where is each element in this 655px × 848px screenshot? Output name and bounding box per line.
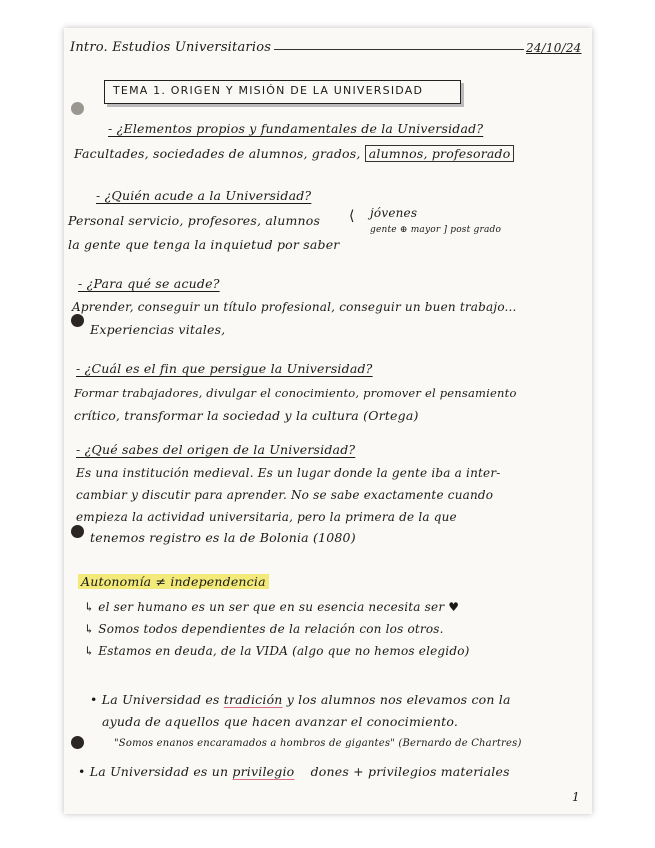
answer-5-line-3: empieza la actividad universitaria, pero la primera de la que — [76, 510, 457, 524]
course-title: Intro. Estudios Universitarios — [70, 40, 272, 55]
answer-5-line-4: tenemos registro es la de Bolonia (1080) — [90, 530, 356, 545]
privilege-text-a: • La Universidad es un — [78, 764, 229, 779]
answer-1 — [74, 146, 514, 161]
answer-4-line-2: crítico, transformar la sociedad y la cultura (Ortega) — [74, 408, 419, 423]
header-date: 24/10/24 — [526, 41, 582, 55]
question-5: - ¿Qué sabes del origen de la Universidad? — [76, 442, 356, 457]
autonomy-bullet-2: ↳ Somos todos dependientes de la relación con los otros. — [84, 622, 444, 636]
page-number: 1 — [572, 790, 580, 804]
punch-hole — [71, 525, 84, 538]
question-3: - ¿Para qué se acude? — [78, 276, 220, 291]
notebook-page — [64, 28, 592, 814]
question-1: - ¿Elementos propios y fundamentales de la Universidad? — [108, 121, 484, 136]
answer-2-line-1: Personal servicio, profesores, alumnos — [68, 213, 321, 228]
answer-5-line-1: Es una institución medieval. Es un lugar donde la gente iba a inter- — [76, 466, 501, 480]
topic-box — [104, 80, 461, 104]
answer-5-line-2: cambiar y discutir para aprender. No se sabe exactamente cuando — [76, 488, 494, 502]
autonomy-highlight: Autonomía ≠ independencia — [78, 574, 269, 589]
tradition-quote: "Somos enanos encaramados a hombros de gigantes" (Bernardo de Chartres) — [114, 738, 522, 749]
topic-title: TEMA 1. ORIGEN Y MISIÓN DE LA UNIVERSIDAD — [113, 84, 424, 97]
privilege-text-b: dones + privilegios materiales — [310, 764, 510, 779]
branch-arrow-icon: ⟨ — [349, 208, 355, 224]
question-4: - ¿Cuál es el fin que persigue la Universidad? — [76, 361, 373, 376]
tradition-line-2: ayuda de aquellos que hacen avanzar el conocimiento. — [102, 714, 458, 729]
answer-2-branch-b: gente ⊕ mayor ] post grado — [370, 225, 502, 235]
tradition-text-a: • La Universidad es — [90, 692, 220, 707]
privilege-keyword: privilegio — [232, 764, 295, 779]
tradition-text-b: y los alumnos nos elevamos con la — [286, 692, 511, 707]
punch-hole — [71, 314, 84, 327]
header-rule — [274, 49, 524, 50]
answer-2-line-2: la gente que tenga la inquietud por saber — [68, 237, 340, 252]
answer-2-branch-a: jóvenes — [370, 206, 418, 220]
answer-3-line-2: Experiencias vitales, — [90, 322, 226, 337]
punch-hole — [71, 102, 84, 115]
answer-1-plain: Facultades, sociedades de alumnos, grados, — [74, 146, 361, 161]
autonomy-bullet-1: ↳ el ser humano es un ser que en su esencia necesita ser ♥ — [84, 600, 460, 614]
answer-3-line-1: Aprender, conseguir un título profesional, conseguir un buen trabajo... — [72, 300, 517, 314]
question-2: - ¿Quién acude a la Universidad? — [96, 188, 312, 203]
tradition-line-1 — [90, 692, 511, 707]
answer-1-boxed: alumnos, profesorado — [365, 145, 515, 162]
autonomy-title — [78, 574, 269, 589]
privilege-line — [78, 764, 510, 779]
punch-hole — [71, 736, 84, 749]
answer-4-line-1: Formar trabajadores, divulgar el conocimiento, promover el pensamiento — [74, 386, 517, 400]
tradition-keyword: tradición — [223, 692, 283, 707]
autonomy-bullet-3: ↳ Estamos en deuda, de la VIDA (algo que no hemos elegido) — [84, 644, 470, 658]
